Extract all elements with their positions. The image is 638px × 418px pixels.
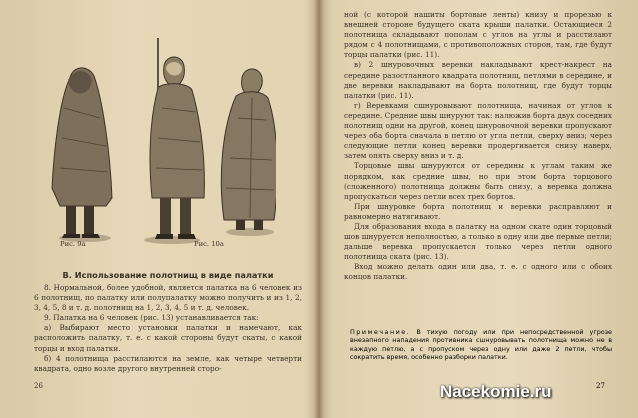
site-watermark: Nacekomie.ru	[440, 382, 552, 401]
paragraph: Для образования входа в палатку на одном скате один торцовый шов шнуруется неполностью, а только в одну или две первые петли; дальше веревка пропускается только через петли одного полотнища ската (рис. 13).	[344, 221, 612, 262]
paragraph: ной (с которой нашиты бортовые ленты) книзу и прорезью к внешней стороне будущего ската крыши палатки. Остающиеся 2 полотнища складывают пополам с углов на углы и расстилают рядом с 4 полотнищами, с противоположных сторон, там, где будут торцы палатки (рис. 11).	[344, 10, 612, 60]
footnote-label: Примечание.	[350, 328, 411, 336]
paragraph: 9. Палатка на 6 человек (рис. 13) устанавливается так:	[44, 313, 259, 323]
figure-back-view	[221, 69, 276, 230]
paragraph: При шнуровке борта полотнищ и веревки расправляют и равномерно натягивают.	[344, 201, 612, 221]
footnote	[350, 328, 612, 362]
paragraph: 8. Нормальной, более удобной, является палатка на 6 человек из 6 полотнищ, по палатку или полупалатку можно получить и из 1, 2, 3, 4, 5, 8 и т. д. полотнищ на 1, 2, 3, 4, 5 и т. д. человек.	[34, 283, 302, 313]
figure-side-view	[52, 68, 112, 238]
left-page-text	[34, 283, 302, 374]
paragraph: в) 2 шнуровочных веревки накладывают крест-накрест на середине разостланного квадрата полотнищ, петлями в середине, и две веревки накладывают на борта полотнищ, где будут торцы палатки (рис. 11).	[344, 60, 612, 100]
figure-caption-10a: Рис. 10а	[194, 240, 224, 248]
figure-caption-9a: Рис. 9а	[60, 240, 86, 248]
paragraph: Вход можно делать один или два, т. е. с одного или с обоих концов палатки.	[344, 262, 612, 282]
page-number-left: 26	[34, 382, 43, 390]
left-page	[0, 0, 318, 418]
soldiers-illustration	[40, 38, 276, 250]
section-heading: В. Использование полотнищ в виде палатки	[62, 270, 274, 280]
paragraph: г) Веревками сшнуровывают полотнища, начиная от углов к середине. Средние швы шнуруют так: налюжив борта двух соседних полотнищ одни на другой, конец шнуровочной веревки пропускают через оба борта сначала в петлю от угла петли, сверху вниз; через следующие петли конец веревки продергивается снизу наверх, затем опять сверху вниз и т. д.	[344, 100, 612, 161]
paragraph: а) Выбирают место установки палатки и намечают, как расположить палатку, т. е. с какой стороны будут скаты, с какой торцы и вход палатки.	[34, 323, 302, 353]
footnote-text: В тихую погоду или при непосредственной угрозе внезапного нападения противника сшнуровывать полотнища можно не в каждую петлю, а с пропуском через одну или даже 2 петли, чтобы сократить время, особенно разборки палатки.	[350, 328, 612, 362]
paragraph: Торцовые швы шнуруются от середины к углам таким же порядком, как средние швы, но при этом борта торцового (сложенного) полотнища должны быть снизу, а веревка должна пропускаться через петли всех трех бортов.	[344, 161, 612, 201]
figure-front-view	[150, 38, 204, 239]
right-page-text	[344, 10, 612, 283]
paragraph: б) 4 полотнища расстилаются на земле, как четыре четверти квадрата, одно возле другого внутренней сторо-	[34, 353, 302, 373]
page-number-right: 27	[596, 382, 605, 390]
